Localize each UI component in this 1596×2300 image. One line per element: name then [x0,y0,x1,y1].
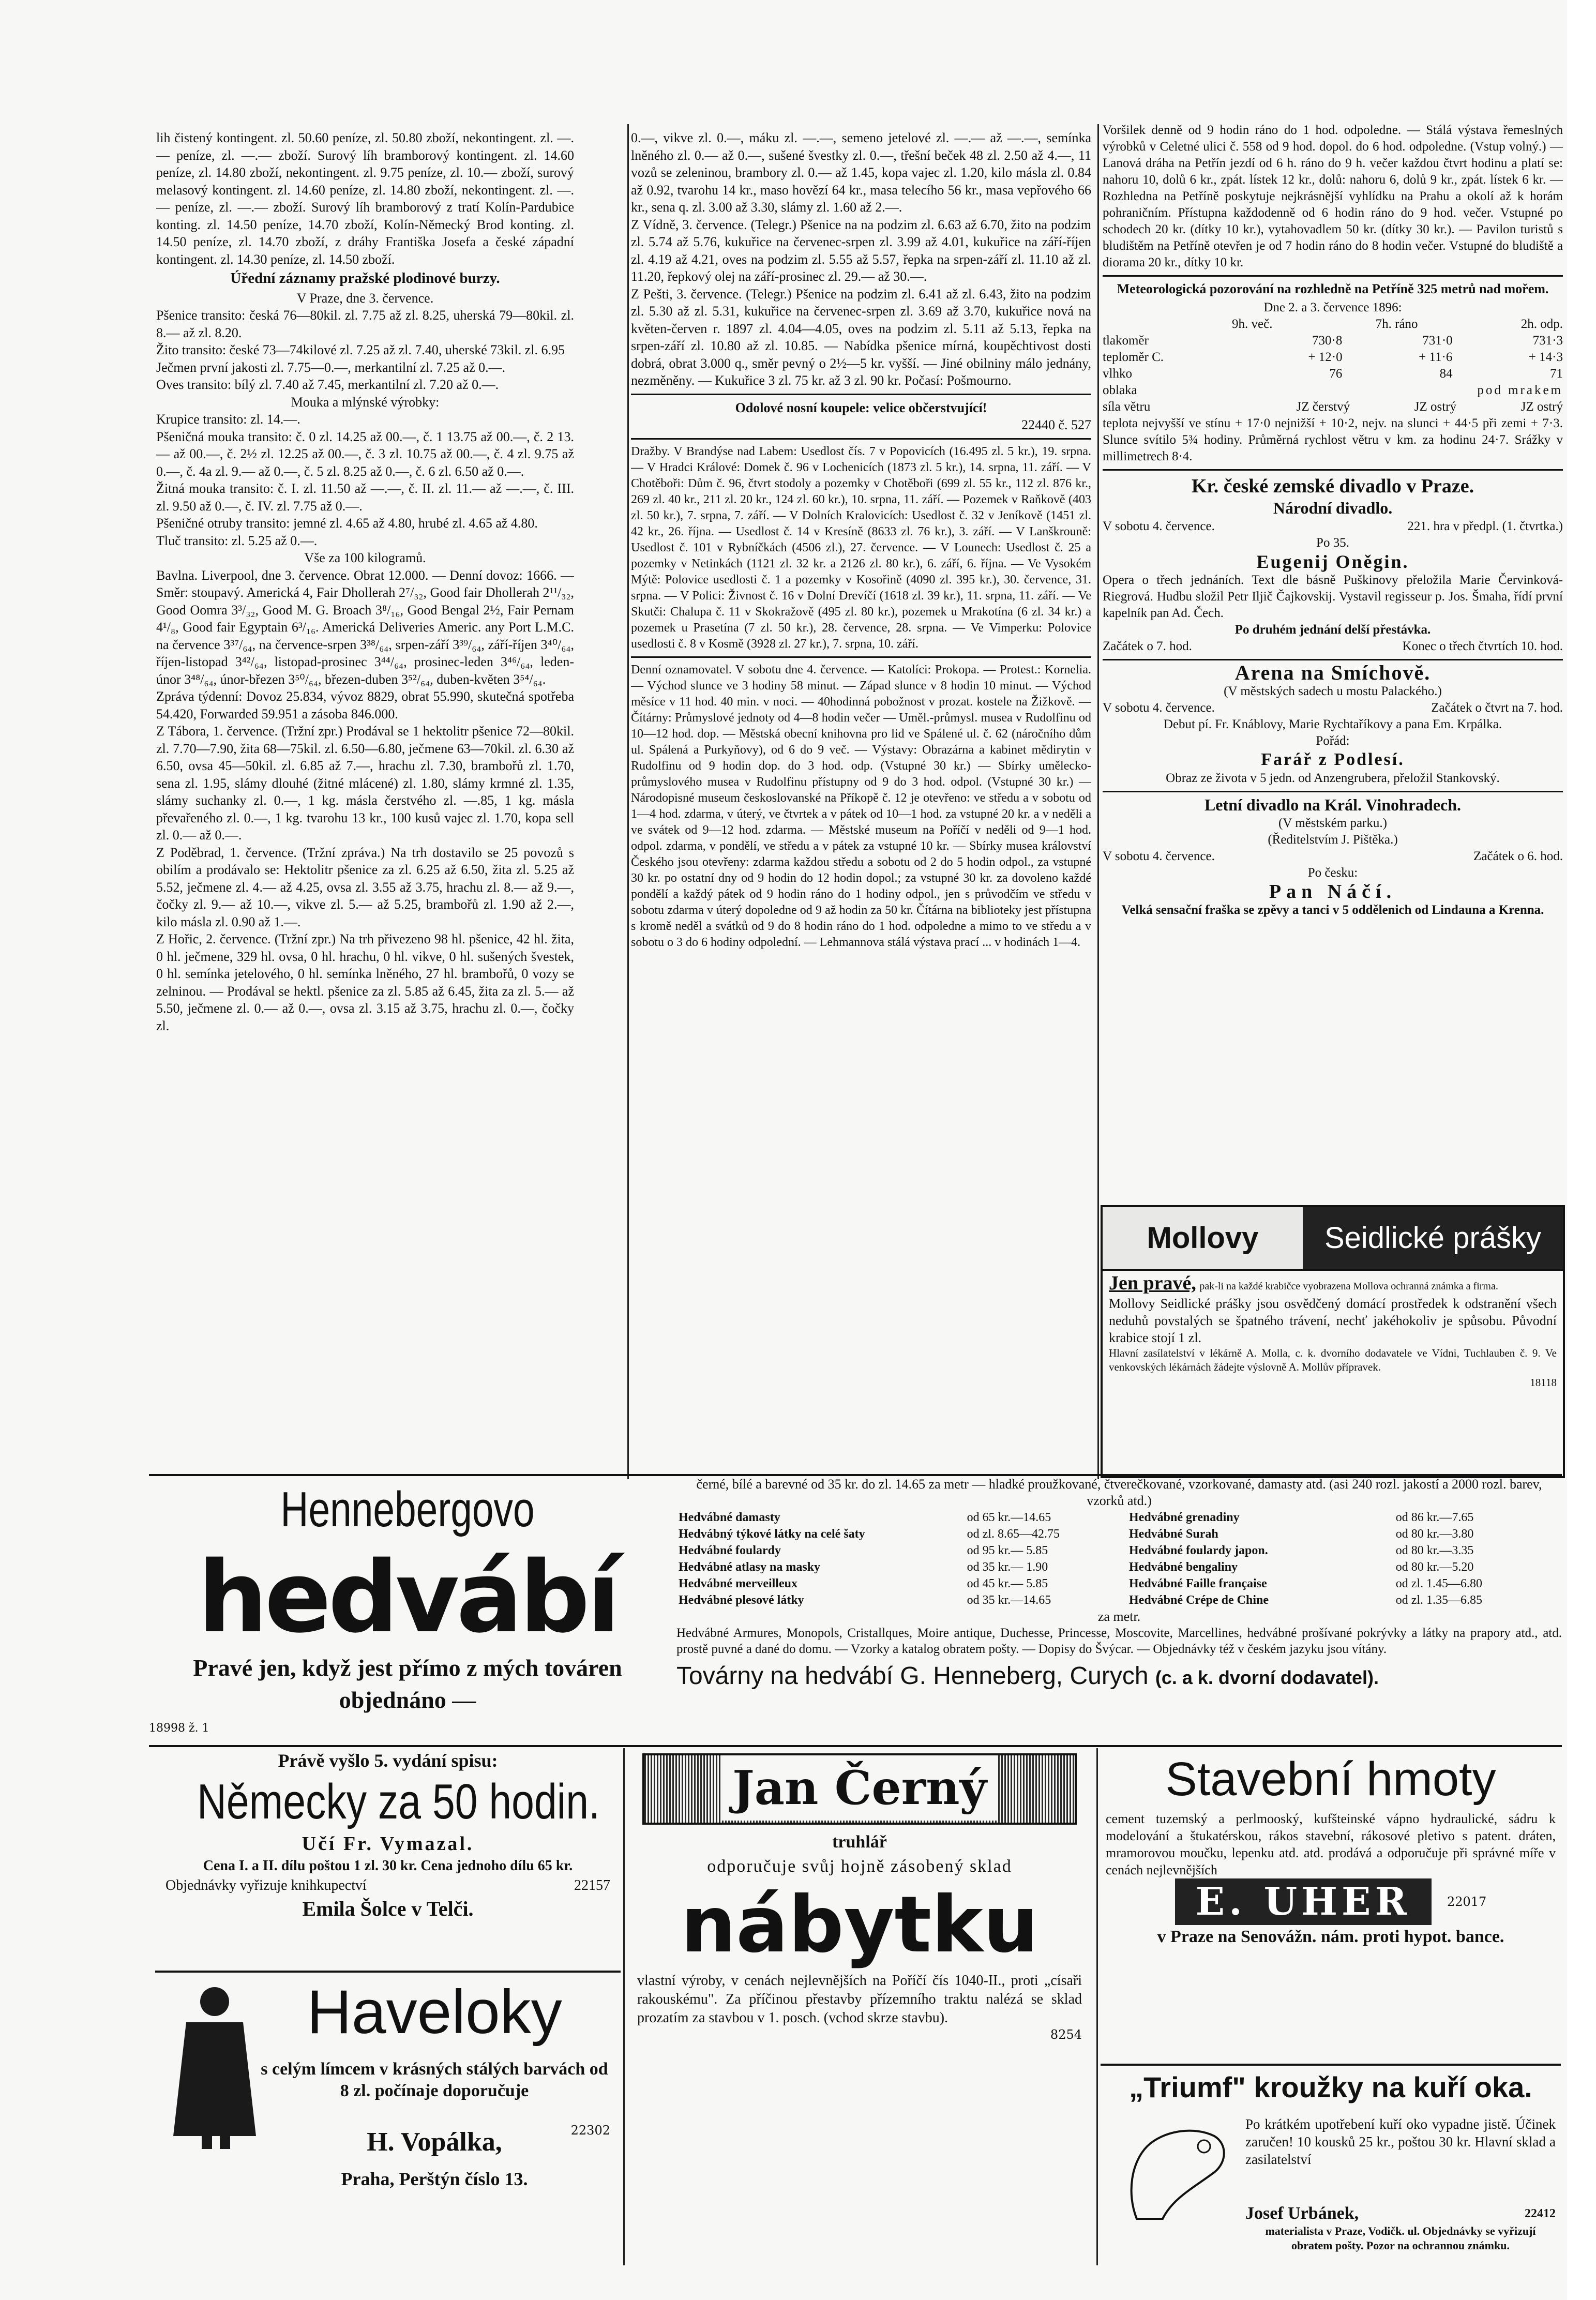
nasal-bath-notice: Odolové nosní koupele: velice občerstvující! [735,400,987,415]
henneberg-colors: černé, bílé a barevné od 35 kr. do zl. 14.65 za metr — hladké proužkované, čtverečkované, vzorkované, damasty atd. (asi 240 rozl. jakostí a 2000 rozl. barev, vzorků atd.) [696,1477,1542,1508]
henneberg-silk: hedvábí [198,1540,618,1655]
figure-head [200,1987,229,2016]
henneberg-banner: Továrny na hedvábí G. Henneberg, Curych (c. a k. dvorní dodavatel). [676,1662,1379,1690]
figure-coat [173,2022,256,2136]
cerny-name-box [642,1753,1077,1825]
book-orders-row: Objednávky vyřizuje knihkupectví 22157 [165,1877,610,1893]
price-row: Hedvábné Faille française od zl. 1.45—6.80 [1129,1577,1483,1590]
divider [1103,469,1563,471]
divider [1103,791,1563,792]
building-firm-row [1101,1878,1561,1925]
henneberg-pitch: Pravé jen, když jest přímo z mých továren objednáno — [193,1655,622,1713]
henneberg-ref: 18998 ž. 1 [149,1722,209,1735]
price-row: Hedvábné plesové látky od 35 kr.—14.65 [679,1594,1051,1607]
price-row: Hedvábné damasty od 65 kr.—14.65 [679,1511,1051,1524]
meteo-date: Dne 2. a 3. července 1896: [1263,300,1402,314]
divider [1103,659,1563,660]
divider [631,438,1091,440]
barley-report: Ječmen první jakosti zl. 7.75—0.—, merkantilní zl. 7.25 až 0.—. [156,359,506,375]
cotton-report: Bavlna. Liverpool, dne 3. července. Obrat 12.000. — Denní dovoz: 1666. — Směr: stoupavý. Americká 4, Fair Dhollerah 2⁷/₃₂, Good fair Dhollerah 2¹¹/₃₂, Good Oomra 3³/₃₂, Good M. G. Broach 3⁸/₁₆, Good Bengal 2½, Fair Pernam 4¹/₈, Good fair Egyptain 6³/₁₆. Americká Deliveries Americ. any Port L.M.C. na července 3³⁷/₆₄, na července-srpen 3³⁸/₆₄, srpen-září 3³⁹/₆₄, září-říjen 3⁴⁰/₆₄, říjen-listopad 3⁴²/₆₄, listopad-prosinec 3⁴⁴/₆₄, prosinec-leden 3⁴⁶/₆₄, leden-únor 3⁴⁸/₆₄, únor-březen 3⁵⁰/₆₄, březen-duben 3⁵²/₆₄, duben-květen 3⁵⁴/₆₄. [156,567,574,687]
haveloky-name: H. Vopálka, [367,2127,502,2157]
moll-description: Mollovy Seidlické prášky jsou osvědčený domácí prostředek k odstranění všech neduhů povstalých se špatného trávení, nechť jakéhokoliv je spůsobu. Původní krabice stojí 1 zl. [1109,1296,1557,1345]
price-row: Hedvábné Surah od 80 kr.—3.80 [1129,1527,1474,1541]
spirits-report: lih čistený kontingent. zl. 50.60 peníze, zl. 50.80 zboží, nekontingent. zl. —.— peníze, zl. —.— zboží. Surový líh bramborový kontingent. zl. 14.60 peníze, zl. 14.80 zboží, nekontingent. zl. 9.75 peníze, zl. 10.— zboží, surový melasový kontingent. zl. 14.60 peníze, zl. 14.80 zboží, nekontingent. zl. —.— peníze, zl. —.— zboží. Surový líh bramborový z tratí Kolín-Pardubice konting. zl. 14.50 peníze, 14.70 zboží, Kolín-Německý Brod konting. zl. 14.50 peníze, zl. 14.70 zboží, z dráhy Františka Josefa a české západní kontingent. zl. 14.30 peníze, zl. 14.50 zboží. [156,130,574,267]
haveloky-text: s celým límcem v krásných stálých barvách od 8 zl. počínaje doporučuje [261,2060,608,2100]
moll-tagline-note: pak-li na každé krabičce vyobrazena Mollova ochranná známka a firma. [1199,1281,1498,1292]
meteo-hours: 9h. več. 7h. ráno 2h. odp. [1232,317,1563,331]
cerny-tagline: odporučuje svůj hojně zásobený sklad [707,1857,1012,1876]
henneberg-left [149,1476,666,1745]
coat-illustration [165,1981,259,2152]
wheat-flour-report: Pšeničná mouka transito: č. 0 zl. 14.25 až 00.—, č. 1 13.75 až 00.—, č. 2 13.— až 00.—, č. 2½ zl. 12.25 až 00.—, č. 3 zl. 10.75 až 00.—, č. 4 zl. 9.75 až 0.—, č. 4a zl. 9.— až 0.—, č. 5 zl. 8.25 až 0.—, č. 6 zl. 6.50 až 0.—. [156,429,574,479]
book-price: Cena I. a II. dílu poštou 1 zl. 30 kr. Cena jednoho dílu 65 kr. [203,1858,573,1874]
haveloky-ad [155,1971,621,2260]
moll-ref: 18118 [1530,1376,1557,1389]
unit-note: Vše za 100 kilogramů. [304,550,426,565]
arena-location: (V městských sadech u mostu Palackého.) [1224,684,1442,698]
building-ref: 22017 [1447,1895,1487,1909]
foot-illustration [1116,2115,1235,2229]
vinohrady-label: Po česku: [1307,866,1358,880]
moll-powders-ad [1101,1205,1565,1478]
price-row: Hedvábné atlasy na masky od 35 kr.— 1.90 [679,1560,1048,1574]
opera-title: Eugenij Oněgin. [1256,551,1409,572]
tabor-report: Z Tábora, 1. července. (Tržní zpr.) Prodával se 1 hektolitr pšenice 72—80kil. zl. 7.70—7.90, žita 68—75kil. zl. 6.50—6.80, ječmene 63—70kil. zl. 6.30 až 6.50, ovsa 45—50kil. zl. 6.85 až 7.—, hrachu zl. 7.30, brambořů zl. 1.70, sena zl. 1.95, slámy dlouhé (žitné mlácené) zl. 1.80, slámy krmné zl. 1.35, slámy suchanky zl. 0.—, 1 kg. másla čerstvého zl. —.85, 1 kg. másla převařeného zl. 0.—, 1 kg. tvarohu 13 kr., 100 kusů vajec zl. 1.70, kopa sell zl. 0.— až 0.—. [156,724,574,843]
meteo-clouds-row: oblaka pod mrakem [1103,383,1563,397]
arena-title: Arena na Smíchově. [1234,661,1431,684]
cerny-name: Jan Černý [722,1755,997,1821]
vienna-report: Z Vídně, 3. července. (Telegr.) Pšenice na na podzim zl. 6.63 až 6.70, žito na podzim zl. 5.74 až 5.76, kukuřice na červenec-srpen zl. 3.99 až 4.01, kukuřice na září-říjen zl. 4.19 až 4.21, oves na podzim zl. 5.55 až 5.57, řepka na srpen-září zl. 11.10 až zl. 11.20, řepkový olej na září-prosinec zl. 29.— až 30.—. [631,217,1091,284]
vinohrady-director: (Ředitelstvím J. Pištěka.) [1268,833,1398,847]
figure-legs [202,2136,230,2149]
meteo-wind-row: síla větru JZ čerstvý JZ ostrý JZ ostrý [1103,400,1563,414]
moll-banner [1103,1207,1563,1271]
moll-product: Seidlické prášky [1303,1207,1563,1269]
building-materials-ad [1101,1748,1561,2066]
meteo-title: Meteorologická pozorování na rozhledně na Petříně 325 metrů nad mořem. [1117,281,1549,296]
book-edition: Právě vyšlo 5. vydání spisu: [278,1750,498,1771]
arena-play-description: Obraz ze života v 5 jedn. od Anzengrubera, přeložil Stankovský. [1166,771,1500,785]
weekly-report: Zpráva týdenní: Dovoz 25.834, vývoz 8829, obrat 55.990, skutečná spotřeba 54.420, Forwarded 59.951 a zásoba 846.000. [156,689,574,721]
national-number: Po 35. [1316,536,1349,550]
henneberg-price-table-right [1127,1509,1562,1609]
henneberg-price-lists [676,1509,1562,1609]
price-row: Hedvábné grenadiny od 86 kr.—7.65 [1129,1511,1474,1524]
arena-label: Pořád: [1316,734,1350,748]
cerny-ref: 8254 [1050,2027,1082,2042]
book-author: Učí Fr. Vymazal. [302,1833,474,1855]
price-row: Hedvábné merveilleux od 45 kr.— 5.85 [679,1577,1048,1590]
column-rule-1 [627,124,629,1479]
bran-report: Pšeničné otruby transito: jemné zl. 4.65 až 4.80, hrubé zl. 4.65 až 4.80. [156,516,538,531]
vinohrady-play: Pan Náčí. [1269,881,1397,903]
market-column-2 [631,129,1091,1474]
moll-brand: Mollovy [1103,1207,1303,1269]
theatre-title: Kr. české zemské divadlo v Praze. [1191,475,1474,497]
price-row: Hedvábné foulardy od 95 kr.— 5.85 [679,1544,1048,1557]
building-title: Stavební hmoty [1165,1753,1496,1806]
meteo-pressure-row: tlakoměr 730·8 731·0 731·3 [1103,334,1563,348]
cerny-trade: truhlář [832,1832,887,1852]
rye-flour-report: Žitná mouka transito: č. I. zl. 11.50 až —.—, č. II. zl. 11.— až —.—, č. III. zl. 9.50 až 0.—, č. IV. zl. 7.75 až 0.—. [156,481,574,514]
triumf-text: Po krátkém upotřebení kuří oko vypadne jistě. Účinek zaručen! 10 kousků 25 kr., poštou 30 kr. Hlavní sklad a zasilatelství [1245,2116,1556,2167]
vinohrady-title: Letní divadlo na Král. Vinohradech. [1204,795,1462,814]
arena-debut: Debut pí. Fr. Knáblovy, Marie Rychtaříkovy a pana Em. Krpálka. [1163,717,1502,731]
daily-announcer: Denní oznamovatel. V sobotu dne 4. července. — Katolíci: Prokopa. — Protest.: Kornelia. — Východ slunce ve 3 hodiny 58 minut. — Západ slunce v 8 hodin 10 minut. — Východ měsíce v 11 hod. 40 min. v noci. — 40hodinná pobožnost v prozat. kostele na Žižkově. — Čítárny: Průmyslové jednoty od 4—8 hodin večer — Uměl.-průmysl. musea v Rudolfinu od 10—12 hod. dop. — Městská obecní knihovna pro lid ve Spálené ul. č. 62 (náročního dům ul. Spálená a Purkyňovy), od 6 do 9 več. — Výstavy: Obrazárna a kabinet mědirytin v Rudolfinu od 9 hodin dop. do 3 hod. odp. (Vstupné 30 kr.) — Sbírky umělecko-průmyslového musea v Rudolfinu přístupny od 9 do 3 hod. odpol. (Vstupné 30 kr.) — Národopisné museum českoslovanské na Příkopě č. 12 je otevřeno: ve středu a v sobotu od 1—4 hod. zdarma, v úterý, ve čtvrtek a v pátek od 10—1 hod. za vstupné 20 kr. a v neděli a ve svátek od 9—12 hod. zdarma. — Městské museum na Poříčí v neděli od 9—1 hod. odpol. zdarma, v pondělí, ve středu a v pátek za vstupné 10 kr. — Sbírky musea království Českého jsou otevřeny: zdarma každou středu a sobotu od 2 do 5 hodin odpol., za vstupné 30 kr. po ostatní dny od 9 hodin do 12 hodin dopol.; za vstupné 30 kr. za dovoleno každé pondělí a každý pátek od 9 hodin ráno do 1 hodiny odpol., jen s průvodčím ve středu v sobotu zdarma v úterý dopoledne od 9 až hodin za 50 kr. Čítárna na biblioteky jest přístupna s kromě neděl a svátků od 9 do 8 hodin ráno do 1 hod. odpoledne a mimo to ve středu a v sobotu o 3 do 6 hodiny odpolední. — Lehmannova stálá výstava prací ... v hodinách 1—4. [631,663,1091,949]
price-row: Hedvábné Crépe de Chine od zl. 1.35—6.85 [1129,1594,1483,1607]
column-rule-ads-2 [1096,1748,1098,2265]
henneberg-footer: Hedvábné Armures, Monopols, Cristallques, Moire antique, Duchesse, Princesse, Moscovite, Marcellines, hedvábné prošívané pokrývky a látky na prapory atd., atd. prostě puvné a dané do domu. — Vzorky a katalog obratem pošty. — Dopisy do Švýcar. — Objednávky též v českém jazyku jsou vítány. [676,1626,1562,1656]
henneberg-price-table-left [676,1509,1111,1609]
haveloky-title: Haveloky [307,1977,562,2047]
arena-play: Farář z Podlesí. [1261,750,1405,769]
book-title: Německy za 50 hodin. [197,1774,600,1829]
meteo-temperature-row: teploměr C. + 12·0 + 11·6 + 14·3 [1103,350,1563,364]
price-row: Hedvábné foulardy japon. od 80 kr.—3.35 [1129,1544,1474,1557]
tluc-report: Tluč transito: zl. 5.25 až 0.—. [156,533,318,548]
oats-report: Oves transito: bílý zl. 7.40 až 7.45, merkantilní zl. 7.20 až 0.—. [156,377,499,392]
opera-description: Opera o třech jednáních. Text dle básně Puškinovy přeložila Marie Červinková-Riegrová. Hudbu složil Petr Iljič Čajkovskij. Vystavil regisseur p. Jos. Šmaha, řídí první kapelník pan Ad. Čech. [1103,573,1563,620]
book-ad [155,1748,621,1973]
cerny-product: nábytku [681,1880,1038,1970]
museum-hours: Voršilek denně od 9 hodin ráno do 1 hod. odpoledne. — Stálá výstava řemeslných výrobků v Celetné ulici č. 558 od 9 hod. dopol. do 6 hod. odpoledne. (Vstup volný.) — Lanová dráha na Petřín jezdí od 6 h. ráno do 9 h. večer každou čtvrt hodinu a platí se: nahoru 10, dolů 6 kr., zpát. lístek 12 kr., dolů: nahoru 6, dolů 9 kr., zpát. lístek 6 kr. — Rozhledna na Petříně poskytuje nejkrásnější vyhlídku na Prahu a okolí až k horám pohraničním. Přístupna každodenně od 6 hodin ráno do 9 hod. večer. Vstupné po schodech 20 kr. (dítky 10 kr.), vytahovadlem 50 kr. (dítky 30 kr.). — Pavilon turistů s bludištěm na Petříně otevřen je od 7 hodin ráno do 8 hodin večer. Vstupné do bludiště a diorama 20 kr., dítky 10 kr. [1103,123,1563,269]
flour-subheading: Mouka a mlýnské výrobky: [291,394,440,410]
market-column-1 [156,129,574,1474]
nasal-bath-ref: 22440 č. 527 [1021,417,1091,432]
vinohrady-description: Velká sensační fraška se zpěvy a tanci v 5 oddělenich od Lindauna a Krenna. [1121,903,1544,917]
henneberg-right [676,1476,1562,1745]
haveloky-address: Praha, Perštýn číslo 13. [341,2169,528,2189]
meteo-summary: teplota nejvyšší ve stínu + 17·0 nejnižší + 10·2, nejv. na slunci + 44·5 při zemi + 7·3. Slunce svítilo 5¾ hodiny. Průměrná rychlost větru v km. za hodinu 24·7. Srážky v millimetrech 8·4. [1103,416,1563,463]
rye-report: Žito transito: české 73—74kilové zl. 7.25 až zl. 7.40, uherské 73kil. zl. 6.95 [156,342,565,357]
vinohrady-date-row: V sobotu 4. července. Začátek o 6. hod. [1103,849,1563,863]
column-3 [1103,122,1563,1208]
book-shop: Emila Šolce v Telči. [302,1897,474,1920]
henneberg-title: Hennebergovo [280,1482,535,1537]
cerny-text: vlastní výroby, v cenách nejlevnějších na Poříčí čís 1040-II., proti „císaři rakouskému". Za příčinou přestavby přízemního traktu nalézá se sklad prozatím za stavbou v 1. posch. (vchod skrze stavbu). [637,1973,1082,2026]
building-address: v Praze na Senovážn. nám. proti hypot. bance. [1157,1927,1504,1946]
arena-date-row: V sobotu 4. července. Začátek o čtvrt na 7. hod. [1103,701,1563,715]
triumf-ad [1101,2069,1561,2260]
national-theatre: Národní divadlo. [1273,499,1393,517]
national-date-row: V sobotu 4. července. 221. hra v předpl. (1. čtvrtka.) [1103,519,1563,533]
column-rule-ads-1 [623,1748,625,2265]
price-row: Hedvábné bengaliny od 80 kr.—5.20 [1129,1560,1474,1574]
divider [631,656,1091,658]
moll-depot: Hlavní zasílatelství v lékárně A. Molla, c. k. dvorního dodavatele ve Vídni, Tuchlauben č. 9. Ve venkovských lékárnách žádejte výslovně A. Mollův přípravek. [1109,1347,1557,1373]
horice-report: Z Hořic, 2. července. (Tržní zpr.) Na trh přivezeno 98 hl. pšenice, 42 hl. žita, 0 hl. ječmene, 329 hl. ovsa, 0 hl. hrachu, 0 hl. vikve, 0 hl. sušených švestek, 0 hl. semínka jetelového, 0 hl. semínka lněného, 27 hl. brambořů, 0 vozy se zelninou. — Prodával se hektl. pšenice za zl. 5.85 až 6.45, žita za zl. 5.— až 5.50, ječmene zl. 0.— až 0.—, ovsa zl. 3.15 až 3.75, hrachu zl. 0.—, čočky zl. [156,931,574,1033]
opera-times: Začátek o 7. hod. Konec o třech čtvrtích 10. hod. [1103,639,1563,653]
auctions-notice: Dražby. V Brandýse nad Labem: Usedlost čís. 7 v Popovicích (16.495 zl. 5 kr.), 19. srpna. — V Hradci Králové: Domek č. 96 v Lochenicích (1873 zl. 5 kr.), 14. srpna, 11. září. — V Chotěboři: Dům č. 96, čtvrt stodoly a pozemky v Chotěboři (699 zl. 55 kr., 112 zl. 876 kr., 269 zl. 40 kr., 211 zl. 20 kr., 124 zl. 60 kr.), 10. srpna, 11. září. — Pozemek v Raňkově (403 zl. 50 kr.), 7. srpna, 7. září. — V Dolních Kralovicích: Usedlost č. 32 v Jeníkově (1451 zl. 42 kr., 26. října. — Usedlost č. 14 v Kresíně (8633 zl. 76 kr.), 3. září. — V Lanškrouně: Usedlost č. 101 v Rybníčkách (4506 zl.), 27. července. — V Lounech: Usedlost č. 25 a pozemky v Netinkách (1121 zl. 32 kr. a 2126 zl. 80 kr.), 6. září, 6. října. — Ve Vysokém Mýtě: Polovice usedlosti č. 1 a pozemky v Kosořině (4090 zl. 395 kr.), 30. července, 31. srpna. — V Polici: Živnost č. 16 v Dolní Drevíčí (1618 zl. 39 kr.), 11. srpna, 11. září. — Ve Skutči: Chalupa č. 11 v Skokražově (495 zl. 80 kr.), pozemek u Mrakotína (6 zl. 34 kr.) a pozemek u Prasetína (7 zl. 50 kr.), 28. července, 28. srpna. — Ve Vimperku: Polovice usedlosti č. 8 v Kosmě (3928 zl. 27 kr.), 7. srpna, 10. září. [631,444,1091,651]
horice-continued: 0.—, vikve zl. 0.—, máku zl. —.—, semeno jetelové zl. —.— až —.—, semínka lněného zl. 0.— až 0.—, sušené švestky zl. 0.—, třešní beček 48 zl. 2.50 až 4.—, 11 vozů se zeleninou, brambory zl. 0.— až 1.45, kopa vajec zl. 1.20, kilo másla zl. 0.84 až 0.92, tvarohu 14 kr., maso hovězí 64 kr., masa telecího 56 kr., masa vepřového 66 kr., sena q. zl. 3.00 až 3.30, slámy zl. 1.60 až 2.—. [631,130,1091,215]
corn-ring [1198,2140,1210,2153]
vinohrady-location: (V městském parku.) [1278,816,1387,830]
triumf-address: materialista v Praze, Vodičk. ul. Objednávky se vyřizují obratem pošty. Pozor na ochrannou známku. [1265,2224,1536,2252]
divider [631,394,1091,395]
divider [1103,275,1563,277]
opera-intermission: Po druhém jednání delší přestávka. [1234,623,1431,637]
building-text: cement tuzemský a perlmooský, kufšteinské vápno hydraulické, sádru k modelování a štukatérskou, rákos stavební, rákosové pletivo s patent. dráten, mramorovou moučku, lepenku atd. atd. prodává a odporučuje při správné míře v cenách nejlevnějších [1106,1811,1556,1877]
triumf-title: „Triumf" kroužky na kuří oka. [1129,2071,1532,2103]
semolina-report: Krupice transito: zl. 14.—. [156,412,300,427]
podebrady-report: Z Poděbrad, 1. července. (Tržní zpráva.) Na trh dostavilo se 25 povozů s obilím a prodávalo se: Hektolitr pšenice za zl. 6.25 až 6.50, žita zl. 5.25 až 5.52, ječmene zl. 4.— až 4.25, ovsa zl. 3.55 až 3.75, hrachu zl. 8.— až 9.—, čočky zl. 9.— až 10.—, vikve zl. 5.— až 5.25, brambořů zl. 1.90 až 2.—, kilo másla zl. 0.90 až 1.—. [156,845,574,929]
price-row: Hedvábný týkové látky na celé šaty od zl. 8.65—42.75 [679,1527,1060,1541]
meteo-humidity-row: vlhko 76 84 71 [1103,367,1563,381]
building-firm: E. UHER [1175,1878,1432,1925]
scan-margin [1567,0,1596,2300]
column-rule-2 [1097,124,1099,1479]
pest-report: Z Pešti, 3. července. (Telegr.) Pšenice na podzim zl. 6.41 až zl. 6.43, žito na podzim zl. 5.30 až zl. 5.31, kukuřice na červenec-srpen zl. 3.69 až 3.70, kukuřice nová na květen-červen r. 1897 zl. 4.04—4.05, oves na podzim zl. 5.11 až 5.13, řepka na srpen-září zl. 10.80 až zl. 10.85. — Nabídka pšenice mírná, koupěchtivost dosti dobrá, obrat 3.000 q., směr pevný o 2½—5 kr. vyšší. — Jiné obilniny málo jednány, nezměněny. — Kukuřice 3 zl. 75 kr. až 3 zl. 90 kr. Počasí: Pošmourno. [631,286,1091,388]
moll-tagline: Jen pravé, [1109,1272,1196,1294]
henneberg-ad [149,1474,1562,1747]
henneberg-unit: za metr. [1097,1609,1141,1624]
haveloky-ref: 22302 [570,2123,610,2138]
cerny-furniture-ad [627,1748,1092,2260]
triumf-name-row: Josef Urbánek, 22412 [1245,2204,1556,2223]
wheat-report: Pšenice transito: česká 76—80kil. zl. 7.75 až zl. 8.25, uherská 79—80kil. zl. 8.— až zl. 8.20. [156,308,574,340]
exchange-date: V Praze, dne 3. července. [296,290,434,306]
exchange-heading: Úřední záznamy pražské plodinové burzy. [230,270,500,287]
